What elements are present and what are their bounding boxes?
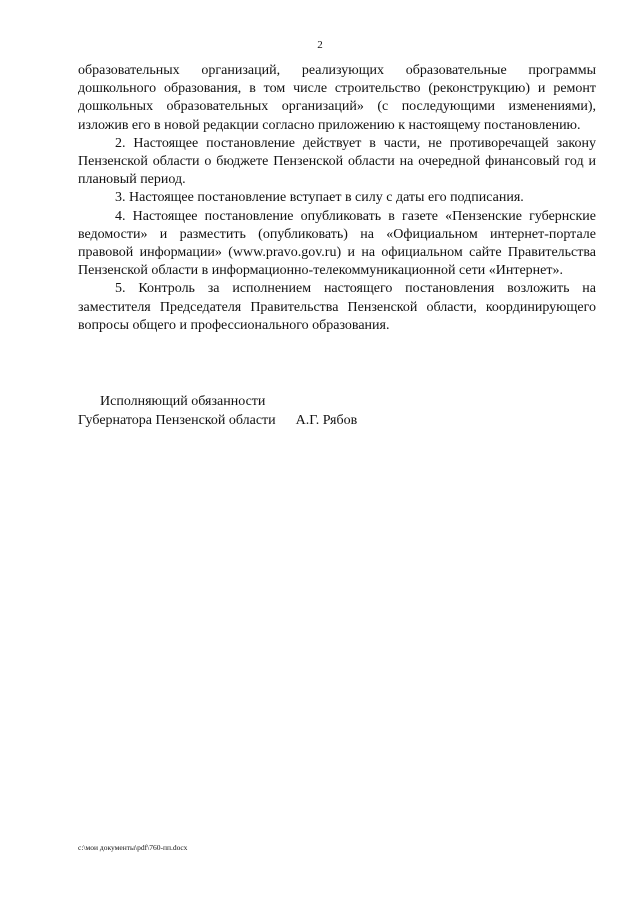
paragraph-2: 2. Настоящее постановление действует в части, не противоречащей закону Пензенской области о бюджете Пензенской области на очередной финансовый год и плановый период. <box>78 135 596 188</box>
paragraph-5: 5. Контроль за исполнением настоящего постановления возложить на заместителя Председателя Правительства Пензенской области, координирующего вопросы общего и профессионального образования. <box>78 281 596 333</box>
signatory-name: А.Г. Рябов <box>295 412 358 428</box>
signatory-title-line2 <box>78 412 478 431</box>
paragraph-continuation: образовательных организаций, реализующих образовательные программы дошкольного образования, в том числе строительство (реконструкцию) и ремонт дошкольных образовательных организаций» (с последующими изменениями), изложив его в новой редакции согласно приложению к настоящему постановлению. <box>78 63 596 133</box>
file-path-footer: c:\мои документы\pdf\760-пп.docx <box>78 843 188 852</box>
paragraph-4: 4. Настоящее постановление опубликовать в газете «Пензенские губернские ведомости» и разместить (опубликовать) на «Официальном интернет-портале правовой информации» (www.pravo.gov.ru) и на официальном сайте Правительства Пензенской области в информационно-телекоммуникационной сети «Интернет». <box>78 208 596 279</box>
page-number: 2 <box>317 39 323 51</box>
document-body <box>78 62 596 335</box>
paragraph-3: 3. Настоящее постановление вступает в силу с даты его подписания. <box>115 190 524 206</box>
signatory-position: Губернатора Пензенской области <box>78 412 276 428</box>
signatory-title-line1: Исполняющий обязанности <box>100 394 266 409</box>
signature-block <box>78 393 478 430</box>
